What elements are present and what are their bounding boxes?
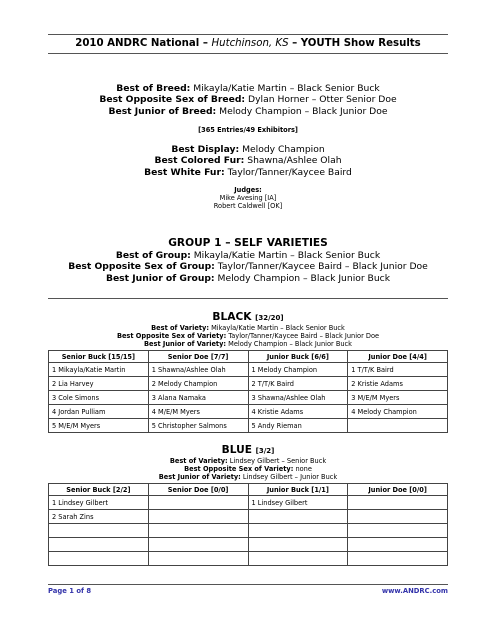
table-row: 1 Mikayla/Katie Martin 1 Shawna/Ashlee Olah 1 Melody Champion 1 T/T/K Baird (49, 363, 448, 377)
variety-heading-black: BLACK [32/20] (212, 311, 284, 323)
page-title (48, 38, 448, 49)
results-table-black (48, 350, 448, 433)
judges (48, 186, 448, 211)
table-header-row (49, 484, 448, 496)
judge-name: Robert Caldwell [OK] (213, 202, 283, 211)
judges-label: Judges: (234, 186, 262, 194)
judge-name: Mike Avesing [IA] (219, 194, 277, 203)
show-awards (48, 83, 448, 117)
title-part-location: Hutchinson, KS (211, 38, 289, 49)
award-best-display: Best Display: Melody Champion (171, 144, 325, 155)
table-row: 2 Lia Harvey 2 Melody Champion 2 T/T/K Baird 2 Kristie Adams (49, 377, 448, 391)
table-row (49, 552, 448, 566)
column-header: Junior Buck [6/6] (248, 351, 348, 363)
column-header: Junior Doe [4/4] (348, 351, 448, 363)
award-best-colored-fur: Best Colored Fur: Shawna/Ashlee Olah (154, 155, 342, 167)
top-rule (48, 34, 448, 35)
variety-awards-blue: Best of Variety: Lindsey Gilbert – Senior Buck Best Opposite Sex of Variety: none Best Junior of Variety: Lindsey Gilbert – Junior Buck (158, 457, 338, 482)
table-row: 2 Sarah Zins (49, 510, 448, 524)
site-link[interactable]: www.ANDRC.com (381, 587, 448, 595)
group-awards (48, 250, 448, 284)
award-best-of-breed: Best of Breed: Mikayla/Katie Martin – Black Senior Buck (116, 83, 380, 94)
column-header: Senior Doe [0/0] (148, 484, 248, 496)
page-number: Page 1 of 8 (48, 587, 92, 595)
column-header: Junior Buck [1/1] (248, 484, 348, 496)
variety-heading-blue: BLUE [3/2] (221, 444, 275, 456)
table-row (49, 524, 448, 538)
results-table-blue (48, 483, 448, 566)
variety-awards-black: Best of Variety: Mikayla/Katie Martin – Black Senior Buck Best Opposite Sex of Variety: Taylor/Tanner/Kaycee Baird – Black Junior Doe Best Junior of Variety: Melody Champion – Black Junior Buck (116, 324, 380, 349)
footer-rule (48, 584, 448, 585)
table-row: 5 M/E/M Myers 5 Christopher Salmons 5 Andy Rieman (49, 419, 448, 433)
award-best-white-fur: Best White Fur: Taylor/Tanner/Kaycee Baird (144, 166, 352, 178)
table-row (49, 538, 448, 552)
display-awards (48, 144, 448, 178)
table-header-row (49, 351, 448, 363)
group-rule (48, 298, 448, 299)
column-header: Senior Buck [15/15] (49, 351, 149, 363)
table-row: 3 Cole Simons 3 Alana Namaka 3 Shawna/Ashlee Olah 3 M/E/M Myers (49, 391, 448, 405)
page-footer (48, 587, 448, 595)
group-heading: GROUP 1 – SELF VARIETIES (168, 237, 328, 249)
table-row: 4 Jordan Pulliam 4 M/E/M Myers 4 Kristie Adams 4 Melody Champion (49, 405, 448, 419)
award-best-of-group: Best of Group: Mikayla/Katie Martin – Black Senior Buck (115, 250, 381, 261)
entries-count: [365 Entries/49 Exhibitors] (198, 126, 298, 134)
column-header: Senior Buck [2/2] (49, 484, 149, 496)
award-best-junior-group: Best Junior of Group: Melody Champion – Black Junior Buck (105, 272, 391, 284)
column-header: Junior Doe [0/0] (348, 484, 448, 496)
title-part-show: – YOUTH Show Results (292, 38, 421, 49)
title-rule (48, 53, 448, 54)
award-best-junior-breed: Best Junior of Breed: Melody Champion – Black Junior Doe (108, 105, 388, 117)
table-row: 1 Lindsey Gilbert 1 Lindsey Gilbert (49, 496, 448, 510)
award-best-opposite-breed: Best Opposite Sex of Breed: Dylan Horner – Otter Senior Doe (99, 94, 397, 106)
award-best-opposite-group: Best Opposite Sex of Group: Taylor/Tanner/Kaycee Baird – Black Junior Doe (68, 261, 428, 273)
title-part-event: 2010 ANDRC National – (75, 38, 208, 49)
column-header: Senior Doe [7/7] (148, 351, 248, 363)
